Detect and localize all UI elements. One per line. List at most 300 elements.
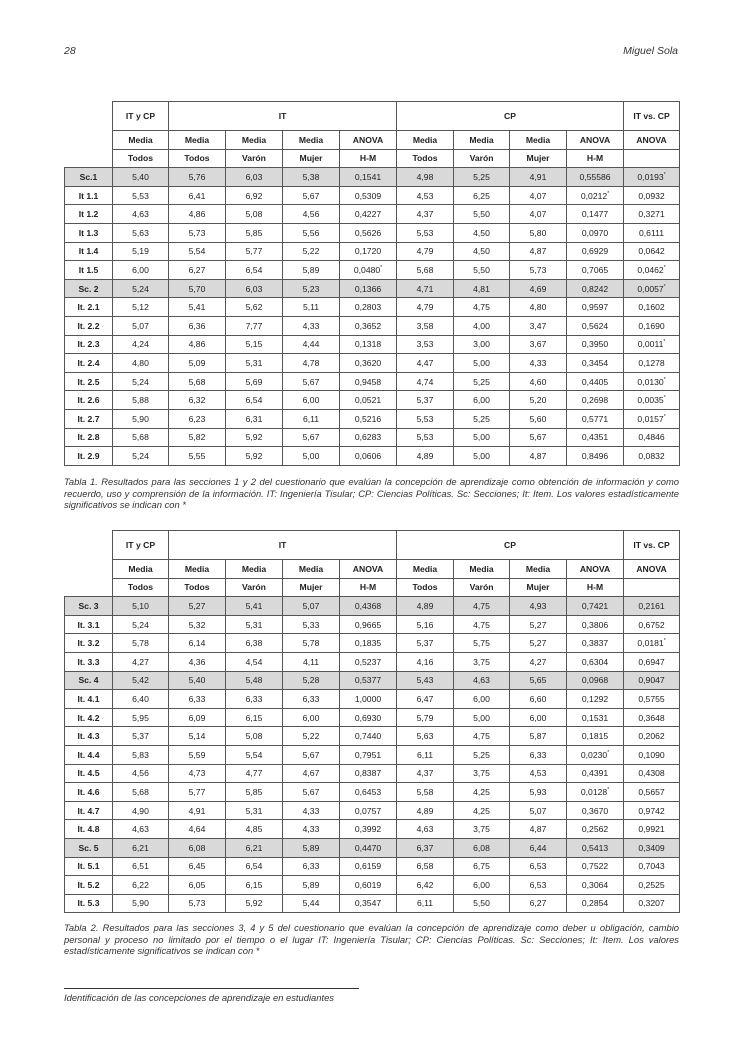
header-cell: ANOVA	[567, 131, 624, 150]
header-cell: H-M	[567, 578, 624, 597]
value-cell: 0,3454	[567, 354, 624, 373]
header-cell: Media	[113, 560, 169, 579]
value-cell: 4,75	[454, 727, 510, 746]
value-cell: 6,23	[169, 409, 226, 428]
value-cell: 0,8242	[567, 279, 624, 298]
value-cell: 5,22	[283, 242, 340, 261]
value-cell: 0,3648	[624, 708, 680, 727]
value-cell: 6,31	[226, 409, 283, 428]
value-cell: 0,6283	[340, 428, 397, 447]
value-cell: 4,73	[169, 764, 226, 783]
value-cell: 4,36	[169, 652, 226, 671]
value-cell: 4,07	[510, 205, 567, 224]
value-cell: 5,19	[113, 242, 169, 261]
item-row	[65, 428, 680, 447]
value-cell: 6,00	[283, 708, 340, 727]
value-cell: 6,44	[510, 838, 567, 857]
item-row	[65, 894, 680, 913]
value-cell: 6,45	[169, 857, 226, 876]
value-cell: 4,27	[510, 652, 567, 671]
value-cell: 5,24	[113, 447, 169, 466]
header-row	[65, 560, 680, 579]
row-label: It. 3.1	[65, 615, 113, 634]
value-cell: 6,21	[226, 838, 283, 857]
header-group-cell: IT vs. CP	[624, 102, 680, 131]
header-cell: Mujer	[510, 578, 567, 597]
header-cell: H-M	[340, 578, 397, 597]
value-cell: 5,24	[113, 615, 169, 634]
value-cell: 5,79	[397, 708, 454, 727]
value-cell: 4,87	[510, 242, 567, 261]
value-cell: 6,37	[397, 838, 454, 857]
value-cell: 5,12	[113, 298, 169, 317]
value-cell: 5,85	[226, 223, 283, 242]
item-row	[65, 708, 680, 727]
value-cell: 4,53	[510, 764, 567, 783]
value-cell: 6,03	[226, 279, 283, 298]
value-cell: 3,53	[397, 335, 454, 354]
item-row	[65, 335, 680, 354]
value-cell: 5,16	[397, 615, 454, 634]
value-cell: 0,0932	[624, 186, 680, 205]
header-cell: Varón	[454, 149, 510, 168]
value-cell: 0,6159	[340, 857, 397, 876]
value-cell: 0,4391	[567, 764, 624, 783]
row-label: It 1.1	[65, 186, 113, 205]
footer-text: Identificación de las concepciones de aprendizaje en estudiantes	[64, 992, 334, 1003]
value-cell: 4,77	[226, 764, 283, 783]
value-cell: 6,53	[510, 876, 567, 895]
value-cell: 6,36	[169, 316, 226, 335]
value-cell: 6,92	[226, 186, 283, 205]
value-cell: 5,37	[397, 391, 454, 410]
value-cell: 5,00	[283, 447, 340, 466]
value-cell: 6,40	[113, 690, 169, 709]
item-row	[65, 652, 680, 671]
row-label: It 1.2	[65, 205, 113, 224]
value-cell: 0,0757	[340, 801, 397, 820]
value-cell: 0,6019	[340, 876, 397, 895]
value-cell: 0,0521	[340, 391, 397, 410]
value-cell: 5,54	[169, 242, 226, 261]
value-cell: 6,03	[226, 168, 283, 187]
item-row	[65, 298, 680, 317]
row-label: It. 5.3	[65, 894, 113, 913]
value-cell: 5,31	[226, 615, 283, 634]
value-cell: 5,23	[283, 279, 340, 298]
value-cell: 5,89	[283, 838, 340, 857]
section-row	[65, 838, 680, 857]
value-cell: 0,2062	[624, 727, 680, 746]
value-cell: 0,0157*	[624, 409, 680, 428]
value-cell: 0,3620	[340, 354, 397, 373]
header-cell: Mujer	[510, 149, 567, 168]
value-cell: 4,25	[454, 801, 510, 820]
value-cell: 4,24	[113, 335, 169, 354]
header-cell: Media	[169, 131, 226, 150]
section-row	[65, 671, 680, 690]
value-cell: 6,47	[397, 690, 454, 709]
value-cell: 0,9458	[340, 372, 397, 391]
value-cell: 0,0968	[567, 671, 624, 690]
value-cell: 0,3806	[567, 615, 624, 634]
row-label: It 1.3	[65, 223, 113, 242]
value-cell: 0,0011*	[624, 335, 680, 354]
value-cell: 4,11	[283, 652, 340, 671]
value-cell: 4,91	[169, 801, 226, 820]
item-row	[65, 354, 680, 373]
value-cell: 0,3950	[567, 335, 624, 354]
header-row	[65, 578, 680, 597]
value-cell: 0,6304	[567, 652, 624, 671]
value-cell: 4,79	[397, 242, 454, 261]
header-cell: Media	[397, 131, 454, 150]
value-cell: 0,7421	[567, 597, 624, 616]
value-cell: 4,90	[113, 801, 169, 820]
value-cell: 6,14	[169, 634, 226, 653]
header-cell: Varón	[226, 578, 283, 597]
row-label: It. 2.9	[65, 447, 113, 466]
header-cell: Todos	[113, 149, 169, 168]
value-cell: 4,78	[283, 354, 340, 373]
value-cell: 5,10	[113, 597, 169, 616]
value-cell: 5,77	[169, 783, 226, 802]
row-label: It. 5.1	[65, 857, 113, 876]
row-label: It. 3.3	[65, 652, 113, 671]
value-cell: 0,1477	[567, 205, 624, 224]
item-row	[65, 857, 680, 876]
value-cell: 0,1720	[340, 242, 397, 261]
value-cell: 6,41	[169, 186, 226, 205]
value-cell: 5,59	[169, 745, 226, 764]
section-row	[65, 597, 680, 616]
value-cell: 0,3207	[624, 894, 680, 913]
value-cell: 5,93	[510, 783, 567, 802]
value-cell: 0,0057*	[624, 279, 680, 298]
value-cell: 5,56	[283, 223, 340, 242]
value-cell: 5,42	[113, 671, 169, 690]
value-cell: 4,86	[169, 335, 226, 354]
value-cell: 6,58	[397, 857, 454, 876]
value-cell: 0,5624	[567, 316, 624, 335]
row-label: It. 2.4	[65, 354, 113, 373]
value-cell: 5,09	[169, 354, 226, 373]
header-group-cell: IT y CP	[113, 102, 169, 131]
value-cell: 5,40	[113, 168, 169, 187]
value-cell: 0,5657	[624, 783, 680, 802]
header-cell: Varón	[226, 149, 283, 168]
value-cell: 3,58	[397, 316, 454, 335]
value-cell: 5,70	[169, 279, 226, 298]
value-cell: 0,7440	[340, 727, 397, 746]
value-cell: 0,6947	[624, 652, 680, 671]
item-row	[65, 242, 680, 261]
row-label: It. 2.8	[65, 428, 113, 447]
value-cell: 0,0181*	[624, 634, 680, 653]
value-cell: 5,75	[454, 634, 510, 653]
row-label: It. 4.2	[65, 708, 113, 727]
value-cell: 4,67	[283, 764, 340, 783]
value-cell: 5,54	[226, 745, 283, 764]
item-row	[65, 876, 680, 895]
value-cell: 5,89	[283, 261, 340, 280]
value-cell: 5,92	[226, 894, 283, 913]
value-cell: 5,68	[113, 783, 169, 802]
item-row	[65, 261, 680, 280]
results-table-2	[64, 530, 680, 913]
value-cell: 5,48	[226, 671, 283, 690]
value-cell: 5,90	[113, 894, 169, 913]
row-label: Sc.1	[65, 168, 113, 187]
value-cell: 4,75	[454, 298, 510, 317]
running-header-author: Miguel Sola	[623, 45, 678, 57]
table-2-caption: Tabla 2. Resultados para las secciones 3, 4 y 5 del cuestionario que evalúan la concepción de aprendizaje como deber u obligación, cambio personal y proceso no limitado por el tiempo o el lugar IT: Ingeniería Tisular; CP: Ciencias Políticas. Sc: Secciones; It: Item. Los valores estadísticamente significativos se indican con *	[64, 922, 679, 957]
section-row	[65, 168, 680, 187]
header-row	[65, 149, 680, 168]
header-cell: ANOVA	[340, 560, 397, 579]
row-label: It. 2.5	[65, 372, 113, 391]
value-cell: 6,33	[283, 857, 340, 876]
header-cell: Media	[454, 131, 510, 150]
row-label: It. 4.1	[65, 690, 113, 709]
value-cell: 4,69	[510, 279, 567, 298]
value-cell: 5,82	[169, 428, 226, 447]
value-cell: 4,63	[454, 671, 510, 690]
value-cell: 6,05	[169, 876, 226, 895]
header-cell: H-M	[340, 149, 397, 168]
item-row	[65, 205, 680, 224]
item-row	[65, 447, 680, 466]
item-row	[65, 727, 680, 746]
value-cell: 5,14	[169, 727, 226, 746]
value-cell: 5,25	[454, 372, 510, 391]
value-cell: 0,0462*	[624, 261, 680, 280]
value-cell: 0,1815	[567, 727, 624, 746]
value-cell: 0,1318	[340, 335, 397, 354]
item-row	[65, 391, 680, 410]
header-cell: Media	[113, 131, 169, 150]
header-cell: Media	[510, 131, 567, 150]
header-cell: Media	[397, 560, 454, 579]
value-cell: 0,0970	[567, 223, 624, 242]
value-cell: 5,78	[113, 634, 169, 653]
value-cell: 5,92	[226, 447, 283, 466]
value-cell: 4,71	[397, 279, 454, 298]
value-cell: 4,85	[226, 820, 283, 839]
results-table-1	[64, 101, 680, 466]
value-cell: 4,00	[454, 316, 510, 335]
value-cell: 1,0000	[340, 690, 397, 709]
value-cell: 5,95	[113, 708, 169, 727]
value-cell: 5,73	[169, 894, 226, 913]
value-cell: 0,6929	[567, 242, 624, 261]
value-cell: 0,6453	[340, 783, 397, 802]
value-cell: 4,54	[226, 652, 283, 671]
value-cell: 6,22	[113, 876, 169, 895]
item-row	[65, 801, 680, 820]
value-cell: 0,5771	[567, 409, 624, 428]
value-cell: 0,2803	[340, 298, 397, 317]
value-cell: 0,1531	[567, 708, 624, 727]
value-cell: 0,5377	[340, 671, 397, 690]
value-cell: 0,1366	[340, 279, 397, 298]
value-cell: 5,68	[397, 261, 454, 280]
value-cell: 6,25	[454, 186, 510, 205]
value-cell: 3,75	[454, 764, 510, 783]
value-cell: 5,73	[510, 261, 567, 280]
row-label: It 1.5	[65, 261, 113, 280]
value-cell: 0,5413	[567, 838, 624, 857]
value-cell: 5,00	[454, 354, 510, 373]
value-cell: 0,9597	[567, 298, 624, 317]
value-cell: 0,2525	[624, 876, 680, 895]
value-cell: 0,2698	[567, 391, 624, 410]
value-cell: 6,27	[510, 894, 567, 913]
value-cell: 6,09	[169, 708, 226, 727]
value-cell: 0,4368	[340, 597, 397, 616]
row-label: It. 5.2	[65, 876, 113, 895]
header-cell: Media	[283, 560, 340, 579]
value-cell: 5,07	[510, 801, 567, 820]
value-cell: 5,27	[169, 597, 226, 616]
value-cell: 5,53	[397, 409, 454, 428]
value-cell: 0,5626	[340, 223, 397, 242]
value-cell: 0,6111	[624, 223, 680, 242]
value-cell: 6,54	[226, 261, 283, 280]
value-cell: 4,75	[454, 615, 510, 634]
value-cell: 4,74	[397, 372, 454, 391]
value-cell: 5,07	[283, 597, 340, 616]
value-cell: 0,8387	[340, 764, 397, 783]
value-cell: 4,33	[283, 316, 340, 335]
value-cell: 6,33	[510, 745, 567, 764]
value-cell: 4,89	[397, 597, 454, 616]
row-label: It. 2.7	[65, 409, 113, 428]
value-cell: 0,0193*	[624, 168, 680, 187]
header-group-cell: CP	[397, 102, 624, 131]
value-cell: 4,63	[397, 820, 454, 839]
row-label: It. 2.1	[65, 298, 113, 317]
value-cell: 5,33	[283, 615, 340, 634]
value-cell: 4,80	[510, 298, 567, 317]
header-cell: Todos	[169, 149, 226, 168]
value-cell: 6,15	[226, 876, 283, 895]
value-cell: 5,53	[397, 223, 454, 242]
value-cell: 0,1835	[340, 634, 397, 653]
corner-cell	[65, 102, 113, 168]
value-cell: 0,7065	[567, 261, 624, 280]
value-cell: 5,24	[113, 279, 169, 298]
value-cell: 0,4470	[340, 838, 397, 857]
value-cell: 4,07	[510, 186, 567, 205]
value-cell: 5,67	[510, 428, 567, 447]
value-cell: 5,67	[283, 783, 340, 802]
value-cell: 0,4227	[340, 205, 397, 224]
value-cell: 6,08	[169, 838, 226, 857]
value-cell: 5,90	[113, 409, 169, 428]
value-cell: 5,53	[113, 186, 169, 205]
value-cell: 0,1278	[624, 354, 680, 373]
value-cell: 6,00	[454, 391, 510, 410]
item-row	[65, 690, 680, 709]
value-cell: 5,37	[113, 727, 169, 746]
value-cell: 5,44	[283, 894, 340, 913]
item-row	[65, 316, 680, 335]
value-cell: 0,3064	[567, 876, 624, 895]
header-group-row	[65, 102, 680, 131]
value-cell: 5,67	[283, 428, 340, 447]
value-cell: 0,0480*	[340, 261, 397, 280]
header-cell: ANOVA	[340, 131, 397, 150]
value-cell: 6,32	[169, 391, 226, 410]
value-cell: 4,47	[397, 354, 454, 373]
value-cell: 0,4405	[567, 372, 624, 391]
value-cell: 4,37	[397, 764, 454, 783]
value-cell: 0,9742	[624, 801, 680, 820]
value-cell: 5,78	[283, 634, 340, 653]
value-cell: 0,55586	[567, 168, 624, 187]
value-cell: 4,56	[113, 764, 169, 783]
value-cell: 0,3670	[567, 801, 624, 820]
value-cell: 5,60	[510, 409, 567, 428]
header-group-cell: CP	[397, 531, 624, 560]
value-cell: 0,0832	[624, 447, 680, 466]
value-cell: 6,11	[283, 409, 340, 428]
value-cell: 6,54	[226, 391, 283, 410]
header-cell: Todos	[169, 578, 226, 597]
value-cell: 0,7951	[340, 745, 397, 764]
value-cell: 0,9047	[624, 671, 680, 690]
value-cell: 6,33	[226, 690, 283, 709]
value-cell: 0,2161	[624, 597, 680, 616]
value-cell: 4,33	[283, 801, 340, 820]
value-cell: 5,76	[169, 168, 226, 187]
value-cell: 5,73	[169, 223, 226, 242]
value-cell: 0,5309	[340, 186, 397, 205]
value-cell: 4,64	[169, 820, 226, 839]
value-cell: 6,60	[510, 690, 567, 709]
value-cell: 3,75	[454, 652, 510, 671]
value-cell: 3,00	[454, 335, 510, 354]
value-cell: 0,6752	[624, 615, 680, 634]
value-cell: 5,22	[283, 727, 340, 746]
value-cell: 4,93	[510, 597, 567, 616]
value-cell: 6,11	[397, 894, 454, 913]
header-cell: Media	[454, 560, 510, 579]
value-cell: 5,41	[169, 298, 226, 317]
value-cell: 5,89	[283, 876, 340, 895]
value-cell: 6,00	[454, 876, 510, 895]
value-cell: 0,3271	[624, 205, 680, 224]
row-label: It. 4.4	[65, 745, 113, 764]
value-cell: 6,00	[283, 391, 340, 410]
row-label: It. 4.7	[65, 801, 113, 820]
header-group-cell: IT y CP	[113, 531, 169, 560]
value-cell: 0,0035*	[624, 391, 680, 410]
row-label: It. 2.6	[65, 391, 113, 410]
value-cell: 5,58	[397, 783, 454, 802]
value-cell: 6,51	[113, 857, 169, 876]
section-row	[65, 279, 680, 298]
header-cell: Media	[226, 560, 283, 579]
value-cell: 3,67	[510, 335, 567, 354]
item-row	[65, 764, 680, 783]
value-cell: 6,75	[454, 857, 510, 876]
value-cell: 0,1602	[624, 298, 680, 317]
header-group-cell: IT vs. CP	[624, 531, 680, 560]
value-cell: 0,6930	[340, 708, 397, 727]
item-row	[65, 186, 680, 205]
